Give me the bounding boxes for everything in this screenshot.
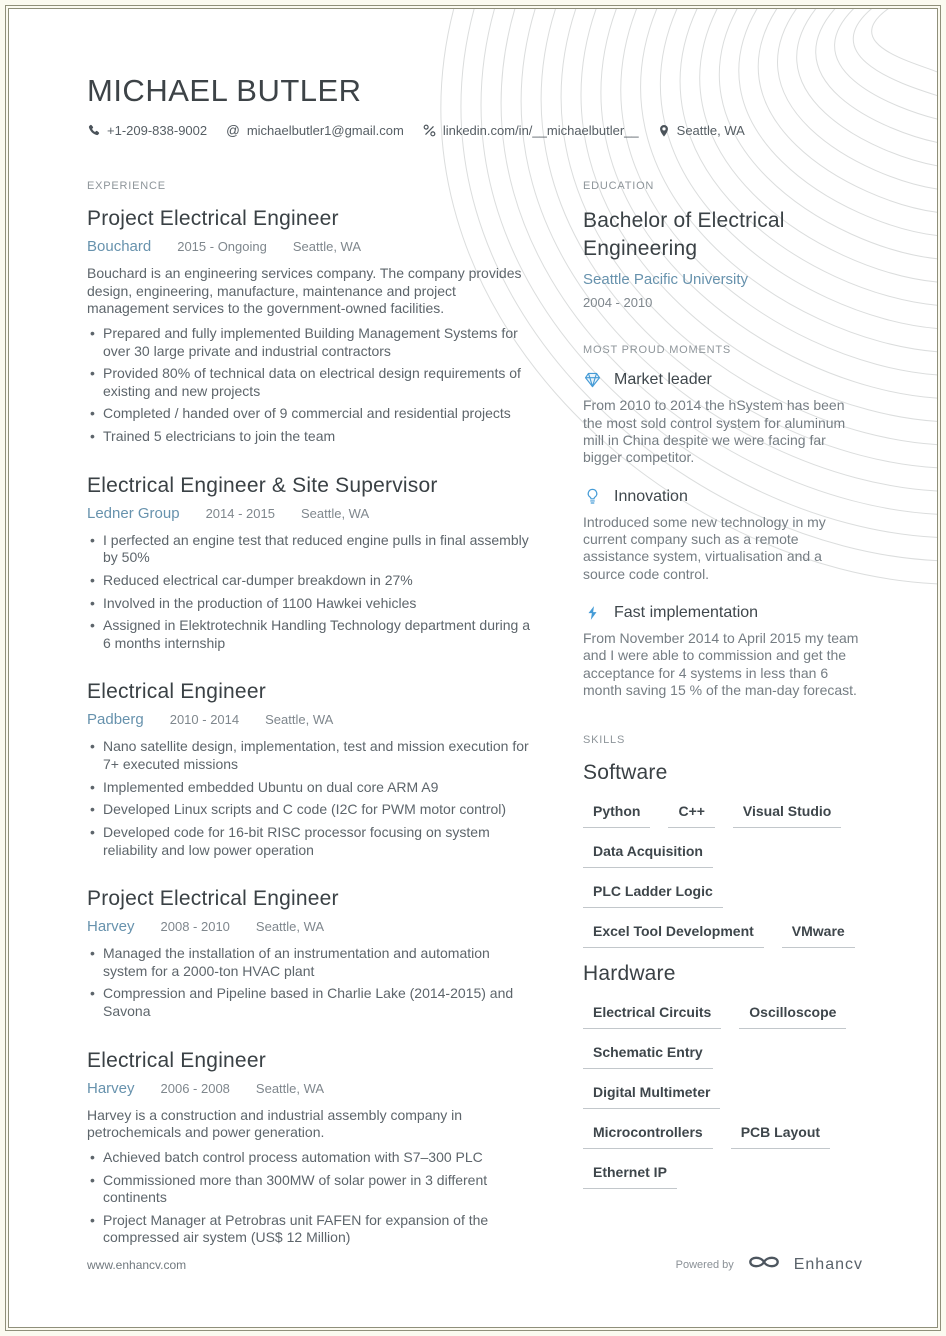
entry-meta (87, 505, 537, 522)
skill-tag: Oscilloscope (739, 1002, 846, 1029)
skill-tag: PLC Ladder Logic (583, 881, 723, 908)
phone-icon (87, 124, 100, 137)
entry-bullets (87, 532, 537, 653)
experience-entries (87, 207, 537, 1247)
bullet-item: • Implemented embedded Ubuntu on dual core ARM A9 (87, 779, 537, 797)
skill-tag: Digital Multimeter (583, 1082, 720, 1109)
linkedin-url: linkedin.com/in/__michaelbutler__ (442, 123, 639, 138)
location-pin-icon (658, 124, 670, 138)
bullet-item: • Managed the installation of an instrumentation and automation system for a 2000-ton HVAC plant (87, 945, 537, 980)
skill-tag: Ethernet IP (583, 1162, 677, 1189)
job-title: Project Electrical Engineer (87, 887, 339, 911)
contact-row (87, 123, 861, 138)
powered-by-block (676, 1252, 863, 1277)
entry-meta (87, 238, 537, 255)
education-dates: 2004 - 2010 (583, 295, 653, 311)
proud-moment-text: From 2010 to 2014 the hSystem has been the most sold control system for aluminum mill in China despite we were facing far bigger competitor. (583, 397, 846, 466)
bullet-item: • Nano satellite design, implementation, test and mission execution for 7+ executed missions (87, 738, 537, 773)
skill-tag-list (583, 801, 863, 948)
skill-tag: Excel Tool Development (583, 921, 764, 948)
entry-location: Seattle, WA (255, 919, 325, 935)
resume-footer (9, 1252, 937, 1277)
bullet-item: • Reduced electrical car-dumper breakdown in 27% (87, 572, 537, 590)
company-link[interactable]: Ledner Group (87, 504, 180, 522)
proud-moment-header (583, 604, 863, 622)
location-contact (658, 123, 745, 138)
entry-meta (87, 1080, 537, 1097)
experience-section-label: EXPERIENCE (87, 180, 166, 192)
enhancv-logo-icon (746, 1252, 782, 1277)
company-link[interactable]: Bouchard (87, 238, 152, 255)
proud-moment-title: Fast implementation (614, 604, 759, 622)
skill-tag: PCB Layout (731, 1122, 830, 1149)
skill-tag-list (583, 1002, 863, 1189)
skill-tag: VMware (782, 921, 855, 948)
resume-header (9, 9, 937, 138)
website-link[interactable]: www.enhancv.com (87, 1257, 187, 1272)
proud-moment-item (583, 488, 863, 583)
lightbulb-icon (583, 488, 601, 505)
proud-moment-item (583, 371, 863, 466)
lightning-icon (583, 605, 601, 621)
skill-group-title: Software (583, 760, 668, 784)
page-frame (5, 5, 941, 1331)
proud-moment-header (583, 371, 863, 389)
skills-section-label: SKILLS (583, 733, 626, 746)
bullet-item: • Prepared and fully implemented Building Management Systems for over 30 large private and industrial contractors (87, 325, 537, 360)
entry-dates: 2015 - Ongoing (177, 239, 267, 254)
skill-tag: Schematic Entry (583, 1042, 713, 1069)
at-sign-icon: @ (226, 123, 240, 138)
bullet-item: • Developed Linux scripts and C code (I2C for PWM motor control) (87, 801, 537, 819)
bullet-item: • Involved in the production of 1100 Hawkei vehicles (87, 595, 537, 613)
bullet-item: • Achieved batch control process automation with S7–300 PLC (87, 1149, 537, 1167)
school-link[interactable]: Seattle Pacific University (583, 271, 749, 289)
entry-bullets (87, 945, 537, 1021)
bullet-item: • Trained 5 electricians to join the team (87, 428, 537, 446)
degree-title: Bachelor of Electrical Engineering (583, 209, 785, 261)
skill-group-title: Hardware (583, 961, 676, 985)
bullet-item: • Commissioned more than 300MW of solar power in 3 different continents (87, 1172, 537, 1207)
link-icon (423, 124, 436, 137)
job-title: Project Electrical Engineer (87, 207, 339, 230)
sidebar-column (583, 180, 863, 1275)
proud-moments-section-label: MOST PROUD MOMENTS (583, 344, 732, 357)
proud-moment-text: Introduced some new technology in my current company such as a remote assistance system, virtualisation and a source code control. (583, 513, 826, 582)
proud-moment-header (583, 488, 863, 506)
entry-dates: 2010 - 2014 (169, 712, 240, 728)
entry-bullets (87, 1149, 537, 1247)
skill-tag: Electrical Circuits (583, 1002, 721, 1029)
resume-sheet (8, 8, 938, 1328)
entry-location: Seattle, WA (300, 505, 370, 521)
bullet-item: • Provided 80% of technical data on electrical design requirements of existing and new projects (87, 365, 537, 400)
bullet-item: • Developed code for 16-bit RISC processor focusing on system reliability and low power operation (87, 824, 537, 859)
education-section-label: EDUCATION (583, 180, 655, 192)
experience-entry (87, 680, 537, 859)
candidate-name: MICHAEL BUTLER (87, 73, 362, 108)
location-text: Seattle, WA (676, 123, 745, 138)
skill-groups (583, 761, 863, 1189)
entry-location: Seattle, WA (255, 1080, 325, 1096)
job-title: Electrical Engineer (87, 680, 266, 704)
experience-entry (87, 207, 537, 446)
phone-contact[interactable] (87, 123, 207, 138)
entry-location: Seattle, WA (265, 712, 334, 728)
email-address: michaelbutler1@gmail.com (246, 123, 404, 138)
skills-section (583, 734, 863, 1189)
proud-moments-list (583, 371, 863, 699)
skill-tag: Python (583, 801, 650, 828)
powered-by-label: Powered by (675, 1258, 734, 1271)
brand-name: Enhancv (793, 1255, 863, 1273)
proud-moment-title: Market leader (614, 371, 712, 389)
diamond-icon (583, 372, 601, 388)
company-link[interactable]: Padberg (87, 711, 144, 729)
linkedin-contact[interactable] (423, 123, 639, 138)
entry-dates: 2008 - 2010 (160, 919, 230, 935)
entry-bullets (87, 738, 537, 859)
skill-tag: C++ (668, 801, 714, 828)
experience-entry (87, 474, 537, 653)
entry-description: Harvey is a construction and industrial assembly company in petrochemicals and power generation. (87, 1106, 463, 1141)
entry-dates: 2014 - 2015 (205, 505, 275, 521)
experience-column (87, 180, 537, 1275)
proud-moment-text: From November 2014 to April 2015 my team and I were able to commission and get the acceptance for 4 systems in less than 6 month saving 15 % of the man-day forecast. (583, 630, 859, 699)
phone-number: +1-209-838-9002 (107, 123, 208, 138)
skill-tag: Visual Studio (733, 801, 841, 828)
skill-group (583, 761, 863, 948)
job-title: Electrical Engineer (87, 1048, 266, 1072)
entry-location: Seattle, WA (292, 239, 361, 254)
experience-entry (87, 887, 537, 1021)
entry-dates: 2006 - 2008 (160, 1080, 230, 1096)
proud-moment-item (583, 604, 863, 699)
skill-tag: Microcontrollers (583, 1122, 713, 1149)
skill-tag: Data Acquisition (583, 841, 713, 868)
skill-group (583, 962, 863, 1189)
entry-description: Bouchard is an engineering services company. The company provides design, engineering, manufacture, maintenance and project management services to the government-owned facilities. (87, 265, 522, 317)
proud-moment-title: Innovation (614, 487, 688, 505)
job-title: Electrical Engineer & Site Supervisor (87, 473, 438, 497)
resume-body (9, 138, 937, 1275)
email-contact[interactable] (226, 123, 404, 138)
company-link[interactable]: Harvey (87, 1079, 135, 1097)
entry-bullets (87, 325, 537, 446)
bullet-item: • I perfected an engine test that reduced engine pulls in final assembly by 50% (87, 532, 537, 567)
entry-meta (87, 918, 537, 935)
bullet-item: • Completed / handed over of 9 commercial and residential projects (87, 405, 537, 423)
entry-meta (87, 711, 537, 728)
experience-entry (87, 1049, 537, 1247)
bullet-item: • Assigned in Elektrotechnik Handling Technology department during a 6 months internship (87, 617, 537, 652)
company-link[interactable]: Harvey (87, 918, 135, 936)
bullet-item: • Project Manager at Petrobras unit FAFEN for expansion of the compressed air system (US$ 12 Million) (87, 1212, 537, 1247)
bullet-item: • Compression and Pipeline based in Charlie Lake (2014-2015) and Savona (87, 985, 537, 1020)
